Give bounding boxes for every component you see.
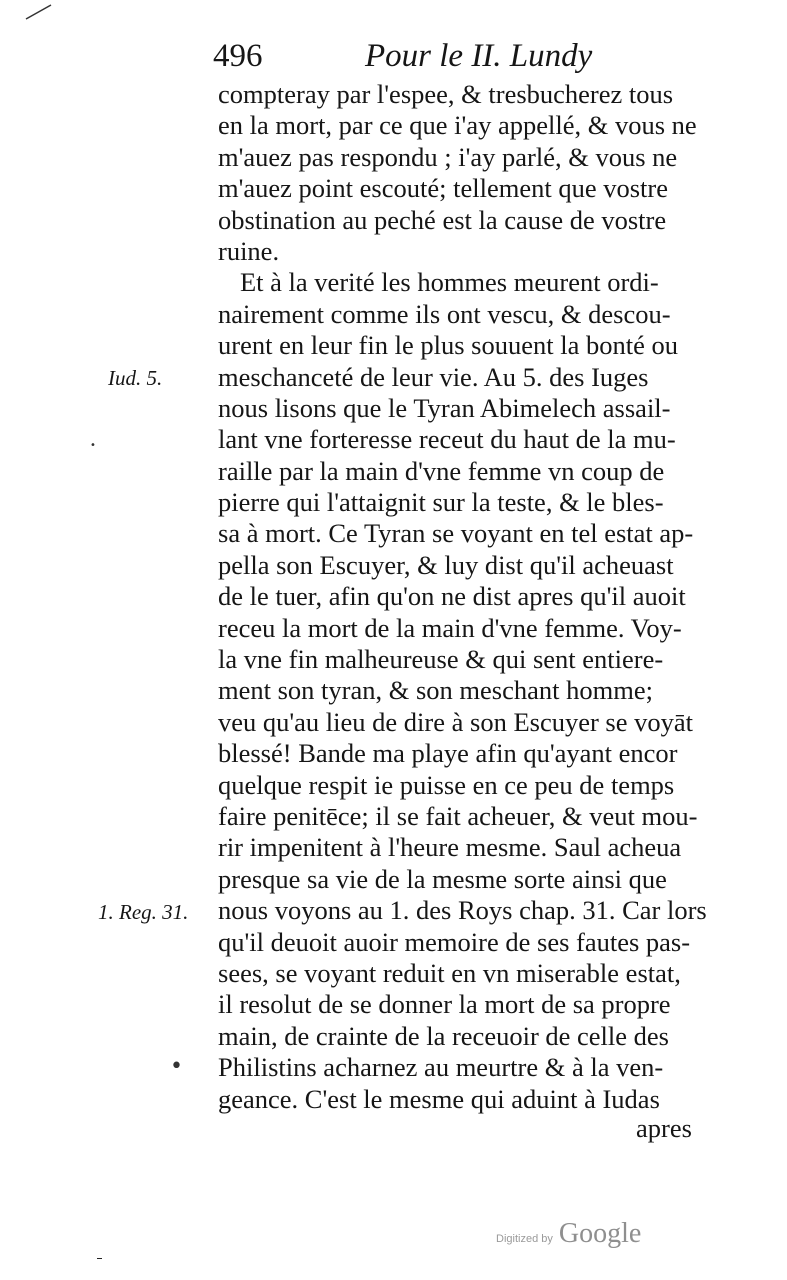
scan-artifact-line bbox=[97, 1258, 102, 1259]
text-line: il resolut de se donner la mort de sa propre bbox=[218, 989, 671, 1020]
text-line: ment son tyran, & son meschant homme; bbox=[218, 675, 653, 706]
ink-blot-icon: • bbox=[170, 1054, 183, 1079]
text-line: rir impenitent à l'heure mesme. Saul acheua bbox=[218, 832, 682, 863]
text-line: receu la mort de la main d'vne femme. Voy- bbox=[218, 612, 682, 643]
text-line: pierre qui l'attaignit sur la teste, & le bles- bbox=[218, 487, 664, 518]
text-line: presque sa vie de la mesme sorte ainsi que bbox=[218, 863, 667, 894]
google-logo: Google bbox=[558, 1218, 642, 1249]
text-line: faire penitēce; il se fait acheuer, & veut mou- bbox=[218, 800, 698, 831]
text-line: nairement comme ils ont vescu, & descou- bbox=[218, 298, 671, 329]
text-line: en la mort, par ce que i'ay appellé, & vous ne bbox=[218, 110, 697, 141]
watermark-small-text: Digitized by bbox=[496, 1233, 553, 1245]
text-line: obstination au peché est la cause de vostre bbox=[218, 204, 667, 235]
text-line: ruine. bbox=[218, 235, 280, 266]
text-line: de le tuer, afin qu'on ne dist apres qu'il auoit bbox=[218, 581, 686, 612]
text-line: la vne fin malheureuse & qui sent entiere- bbox=[218, 644, 664, 675]
running-title: Pour le II. Lundy bbox=[365, 38, 593, 74]
text-line: Philistins acharnez au meurtre & à la ven- bbox=[218, 1052, 664, 1083]
text-line: quelque respit ie puisse en ce peu de temps bbox=[218, 769, 675, 800]
text-line: blessé! Bande ma playe afin qu'ayant encor bbox=[218, 738, 678, 769]
text-line: qu'il deuoit auoir memoire de ses fautes pas- bbox=[218, 926, 691, 957]
ink-dot-icon: • bbox=[90, 440, 96, 451]
text-line: m'auez pas respondu ; i'ay parlé, & vous ne bbox=[218, 141, 678, 172]
text-line: lant vne forteresse receut du haut de la mu- bbox=[218, 424, 676, 455]
text-line: main, de crainte de la receuoir de celle des bbox=[218, 1020, 669, 1051]
corner-scratch-mark bbox=[24, 2, 54, 22]
margin-note-judges: Iud. 5. bbox=[108, 366, 163, 390]
text-line: nous lisons que le Tyran Abimelech assail- bbox=[218, 392, 671, 423]
page-number: 496 bbox=[213, 38, 263, 74]
text-line: sa à mort. Ce Tyran se voyant en tel estat ap- bbox=[218, 518, 694, 549]
text-line: meschanceté de leur vie. Au 5. des Iuges bbox=[218, 361, 649, 392]
text-line: nous voyons au 1. des Roys chap. 31. Car lors bbox=[218, 895, 707, 926]
text-line: compteray par l'espee, & tresbucherez tous bbox=[218, 79, 674, 109]
catchword: apres bbox=[636, 1113, 692, 1143]
digitized-watermark bbox=[496, 1218, 641, 1250]
text-line: Et à la verité les hommes meurent ordi- bbox=[240, 267, 659, 298]
text-line: m'auez point escouté; tellement que vostre bbox=[218, 173, 668, 204]
text-line: geance. C'est le mesme qui aduint à Iudas bbox=[218, 1083, 660, 1114]
text-line: raille par la main d'vne femme vn coup de bbox=[218, 455, 665, 486]
body-text bbox=[218, 79, 718, 1115]
text-line: pella son Escuyer, & luy dist qu'il acheuast bbox=[218, 549, 674, 580]
text-line: veu qu'au lieu de dire à son Escuyer se voyāt bbox=[218, 706, 693, 737]
text-line: urent en leur fin le plus souuent la bonté ou bbox=[218, 330, 678, 361]
text-line: sees, se voyant reduit en vn miserable estat, bbox=[218, 957, 681, 988]
margin-note-kings: 1. Reg. 31. bbox=[98, 900, 189, 924]
